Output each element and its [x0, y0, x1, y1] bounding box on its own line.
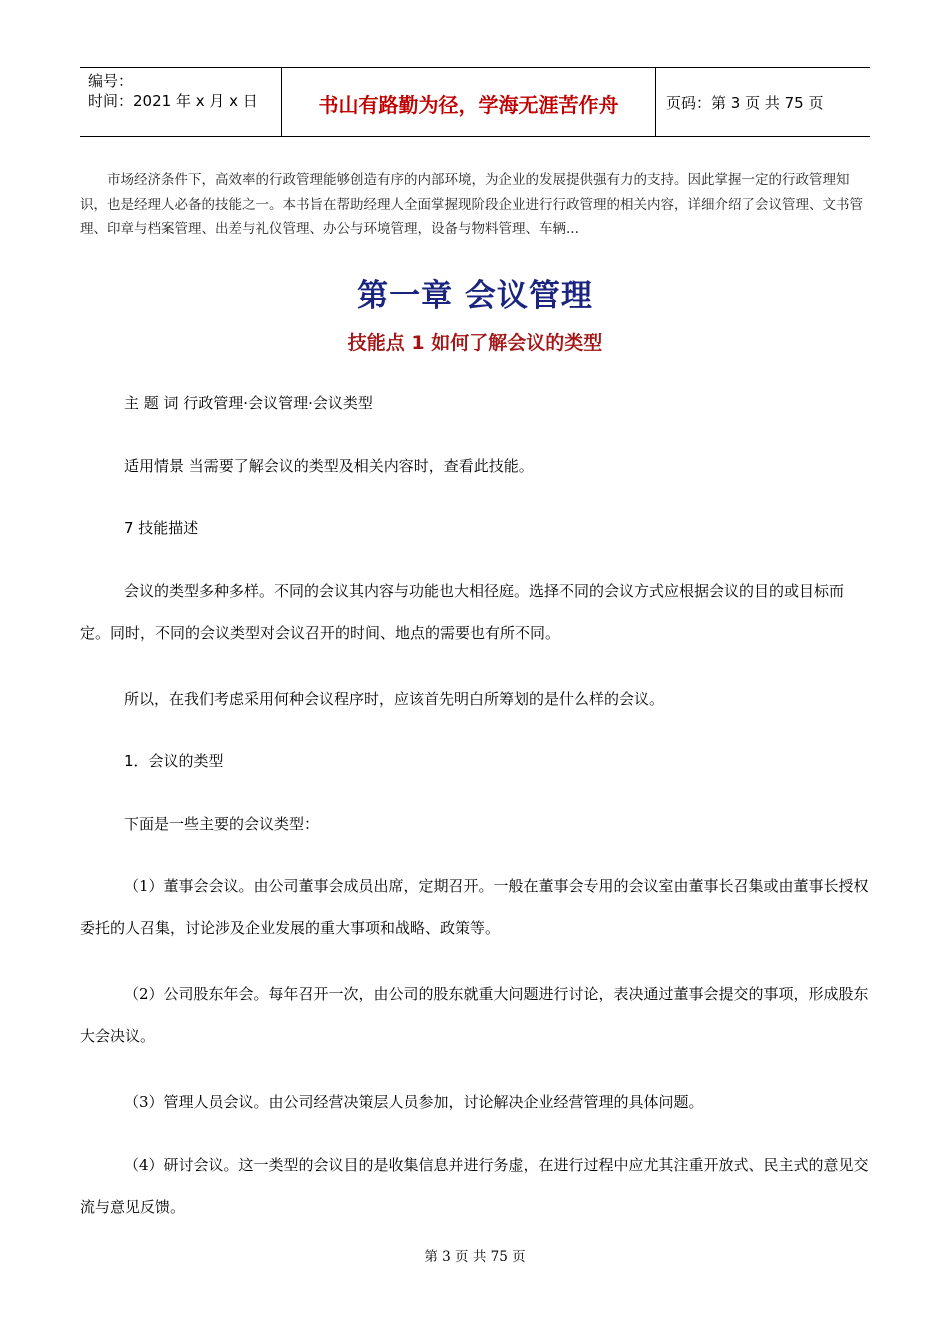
chapter-title: 第一章 会议管理	[357, 278, 593, 314]
header-meta	[80, 68, 282, 136]
header-page-label: 页码：第 3 页 共 75 页	[666, 93, 824, 112]
scenario-line: 适用情景 当需要了解会议的类型及相关内容时，查看此技能。	[124, 457, 534, 475]
body-paragraph-3: 下面是一些主要的会议类型：	[124, 815, 320, 833]
list-item-3: （3）管理人员会议。由公司经营决策层人员参加，讨论解决企业经营管理的具体问题。	[124, 1093, 704, 1111]
date-label: 时间：2021 年 x 月 x 日	[88, 92, 258, 110]
list-item-4: （4）研讨会议。这一类型的会议目的是收集信息并进行务虚，在进行过程中应尤其注重开放式、民主式的意见交流与意见反馈。	[80, 1156, 869, 1216]
list-item-1: （1）董事会会议。由公司董事会成员出席，定期召开。一般在董事会专用的会议室由董事长召集或由董事长授权委托的人召集，讨论涉及企业发展的重大事项和战略、政策等。	[80, 877, 869, 937]
header-motto: 书山有路勤为径，学海无涯苦作舟	[282, 68, 656, 136]
keywords-line: 主 题 词 行政管理·会议管理·会议类型	[124, 394, 373, 412]
list-item-2: （2）公司股东年会。每年召开一次，由公司的股东就重大问题进行讨论，表决通过董事会提交的事项，形成股东大会决议。	[80, 985, 869, 1045]
skill-description-heading: 7 技能描述	[124, 519, 199, 537]
body-paragraph-2: 所以，在我们考虑采用何种会议程序时，应该首先明白所筹划的是什么样的会议。	[124, 690, 665, 708]
page-header	[80, 67, 870, 137]
page-footer: 第 3 页 共 75 页	[424, 1249, 526, 1265]
skill-title: 技能点 1 如何了解会议的类型	[347, 332, 603, 354]
body-paragraph-1: 会议的类型多种多样。不同的会议其内容与功能也大相径庭。选择不同的会议方式应根据会议的目的或目标而定。同时，不同的会议类型对会议召开的时间、地点的需要也有所不同。	[80, 582, 845, 642]
intro-paragraph: 市场经济条件下，高效率的行政管理能够创造有序的内部环境，为企业的发展提供强有力的支持。因此掌握一定的行政管理知识，也是经理人必备的技能之一。本书旨在帮助经理人全面掌握现阶段企业进行行政管理的相关内容，详细介绍了会议管理、文书管理、印章与档案管理、出差与礼仪管理、办公与环境管理，设备与物料管理、车辆...	[80, 172, 863, 237]
number-label: 编号：	[88, 72, 134, 90]
section-heading-1: 1．会议的类型	[124, 752, 224, 770]
